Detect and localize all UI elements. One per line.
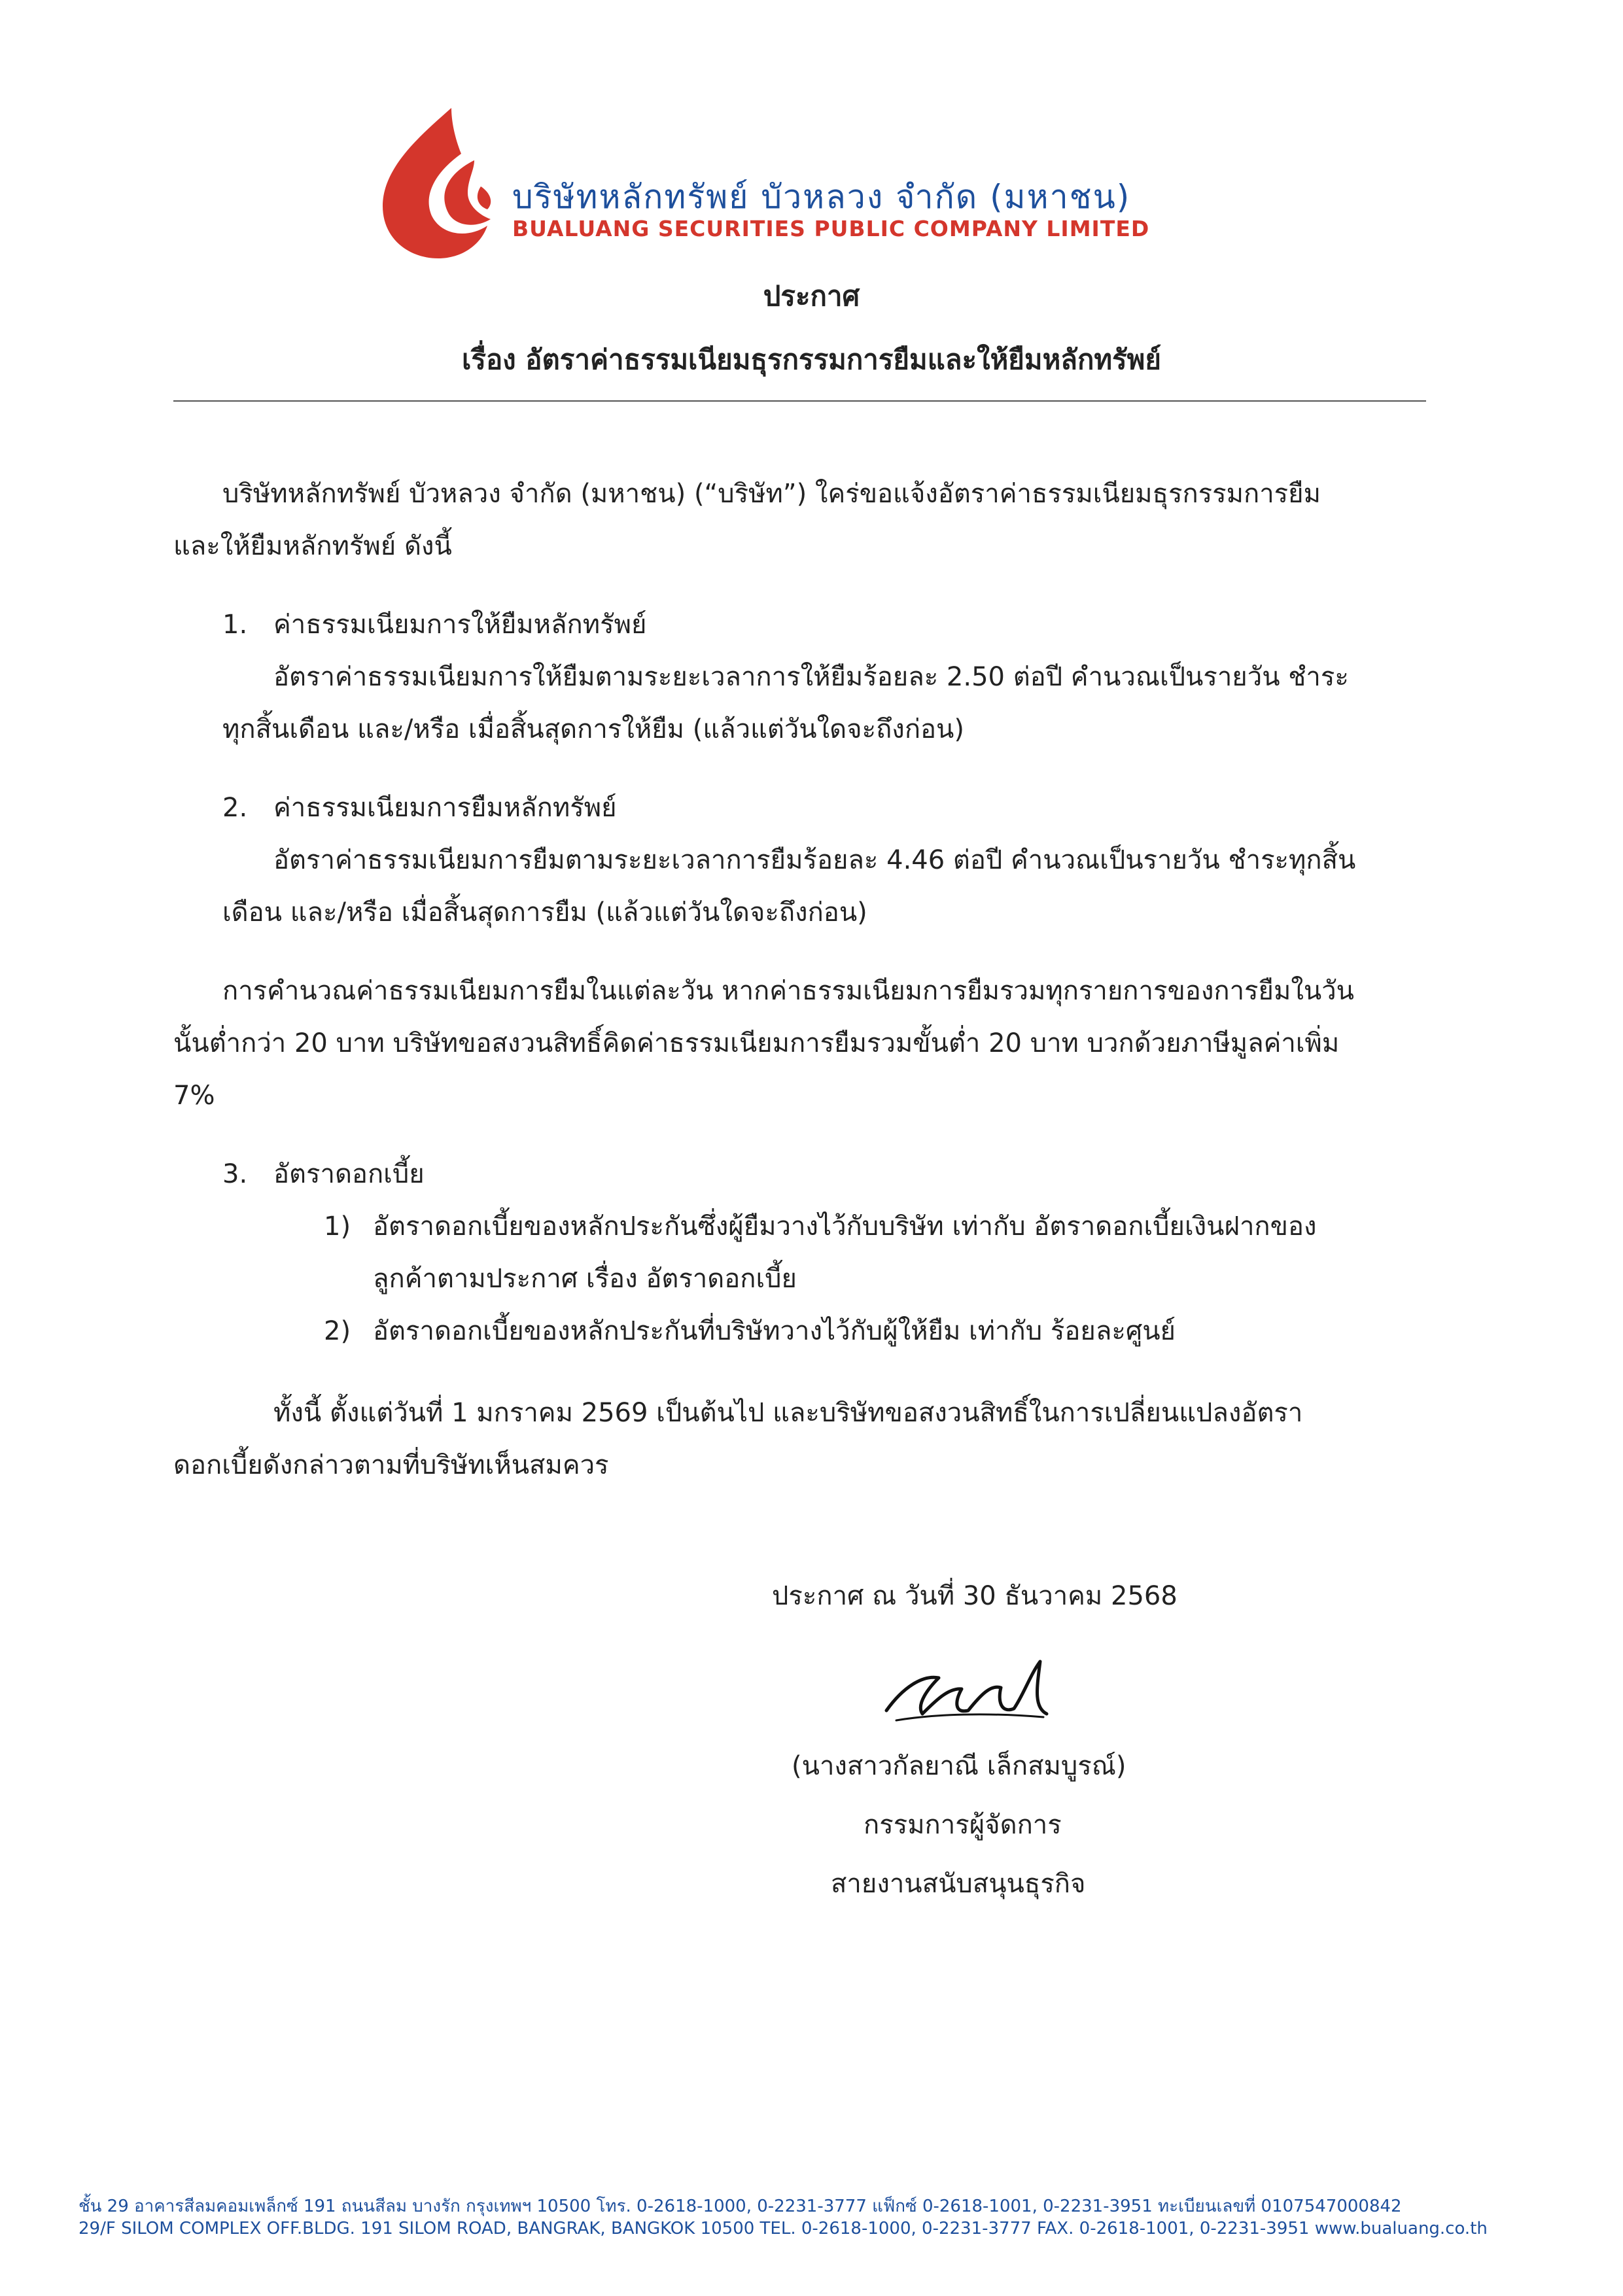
company-name-thai: บริษัทหลักทรัพย์ บัวหลวง จำกัด (มหาชน)	[512, 178, 1131, 216]
announcement-title: ประกาศ	[763, 280, 860, 312]
footer-address-english: 29/F SILOM COMPLEX OFF.BLDG. 191 SILOM ROAD, BANGRAK, BANGKOK 10500 TEL. 0-2618-1000, 0-2231-3777 FAX. 0-2618-1001, 0-2231-3951 www.bualuang.co.th	[79, 2219, 1488, 2238]
signatory-department: สายงานสนับสนุนธุรกิจ	[831, 1869, 1086, 1899]
signatory-name: (นางสาวกัลยาณี เล็กสมบูรณ์)	[792, 1751, 1126, 1781]
effective-line-1: ทั้งนี้ ตั้งแต่วันที่ 1 มกราคม 2569 เป็นต้นไป และบริษัทขอสงวนสิทธิ์ในการเปลี่ยนแปลงอัตรา	[273, 1398, 1303, 1428]
company-logo	[383, 108, 494, 258]
item1-number: 1.	[222, 610, 248, 640]
intro-line-2: และให้ยืมหลักทรัพย์ ดังนี้	[173, 531, 452, 561]
company-name-english: BUALUANG SECURITIES PUBLIC COMPANY LIMITED	[512, 216, 1150, 241]
minimum-fee-line-3: 7%	[173, 1081, 215, 1111]
item3-sub1-line-2: ลูกค้าตามประกาศ เรื่อง อัตราดอกเบี้ย	[373, 1264, 797, 1294]
item1-text-line-1: อัตราค่าธรรมเนียมการให้ยืมตามระยะเวลาการให้ยืมร้อยละ 2.50 ต่อปี คำนวณเป็นรายวัน ชำระ	[273, 662, 1349, 692]
item3-sub1-line-1: อัตราดอกเบี้ยของหลักประกันซึ่งผู้ยืมวางไว้กับบริษัท เท่ากับ อัตราดอกเบี้ยเงินฝากของ	[373, 1211, 1317, 1242]
item3-title: อัตราดอกเบี้ย	[273, 1159, 425, 1189]
item3-sub2-number: 2)	[324, 1316, 351, 1346]
item2-text-line-2: เดือน และ/หรือ เมื่อสิ้นสุดการยืม (แล้วแต่วันใดจะถึงก่อน)	[222, 897, 867, 928]
signatory-position: กรรมการผู้จัดการ	[864, 1810, 1062, 1840]
intro-line-1: บริษัทหลักทรัพย์ บัวหลวง จำกัด (มหาชน) (“บริษัท”) ใคร่ขอแจ้งอัตราค่าธรรมเนียมธุรกรรมการยืม	[222, 479, 1321, 509]
minimum-fee-line-1: การคำนวณค่าธรรมเนียมการยืมในแต่ละวัน หากค่าธรรมเนียมการยืมรวมทุกรายการของการยืมในวัน	[222, 976, 1354, 1006]
effective-line-2: ดอกเบี้ยดังกล่าวตามที่บริษัทเห็นสมควร	[173, 1450, 609, 1480]
handwritten-signature	[877, 1648, 1060, 1733]
item1-text-line-2: ทุกสิ้นเดือน และ/หรือ เมื่อสิ้นสุดการให้ยืม (แล้วแต่วันใดจะถึงก่อน)	[222, 714, 965, 744]
footer-address-thai: ชั้น 29 อาคารสีลมคอมเพล็กซ์ 191 ถนนสีลม บางรัก กรุงเทพฯ 10500 โทร. 0-2618-1000, 0-2231-3777 แฟ็กซ์ 0-2618-1001, 0-2231-3951 ทะเบียนเลขที่ 0107547000842	[79, 2197, 1402, 2216]
item1-title: ค่าธรรมเนียมการให้ยืมหลักทรัพย์	[273, 610, 647, 640]
header-divider	[173, 400, 1426, 402]
item2-title: ค่าธรรมเนียมการยืมหลักทรัพย์	[273, 793, 617, 823]
item3-sub1-number: 1)	[324, 1211, 351, 1242]
announcement-subject: เรื่อง อัตราค่าธรรมเนียมธุรกรรมการยืมและให้ยืมหลักทรัพย์	[462, 343, 1161, 375]
item2-number: 2.	[222, 793, 248, 823]
item2-text-line-1: อัตราค่าธรรมเนียมการยืมตามระยะเวลาการยืมร้อยละ 4.46 ต่อปี คำนวณเป็นรายวัน ชำระทุกสิ้น	[273, 845, 1356, 875]
item3-number: 3.	[222, 1159, 248, 1189]
minimum-fee-line-2: นั้นต่ำกว่า 20 บาท บริษัทขอสงวนสิทธิ์คิดค่าธรรมเนียมการยืมรวมขั้นต่ำ 20 บาท บวกด้วยภาษีมูลค่าเพิ่ม	[173, 1028, 1340, 1058]
announcement-date: ประกาศ ณ วันที่ 30 ธันวาคม 2568	[772, 1581, 1178, 1611]
item3-sub2-text: อัตราดอกเบี้ยของหลักประกันที่บริษัทวางไว้กับผู้ให้ยืม เท่ากับ ร้อยละศูนย์	[373, 1316, 1176, 1346]
